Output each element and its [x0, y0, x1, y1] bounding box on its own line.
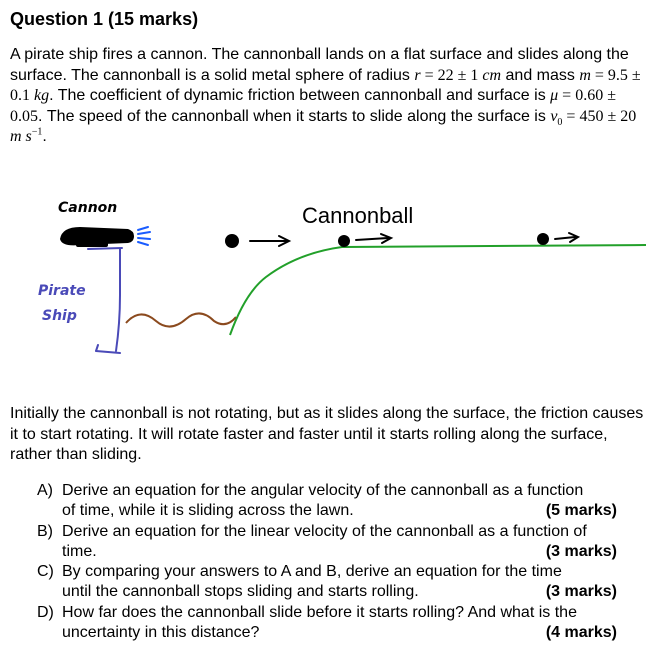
- marks-badge: (5 marks): [545, 502, 617, 520]
- speed-value: = 450 ± 20: [562, 107, 637, 125]
- ship-label-pirate: Pirate: [38, 283, 86, 299]
- rotation-explanation: Initially the cannonball is not rotating, but as it slides along the surface, the friction causes it to start rotating. It will rotate faster and faster until it starts rolling along the surface, rather than sliding.: [10, 405, 644, 463]
- question-text-line: [62, 582, 617, 602]
- question-text: of time, while it is sliding across the lawn.: [62, 502, 354, 520]
- question-text-line: How far does the cannonball slide before it starts rolling? And what is the: [62, 603, 577, 621]
- marks-badge: (3 marks): [545, 542, 617, 560]
- cannonball-sliding: [537, 233, 578, 245]
- water-wave: [126, 313, 236, 326]
- question-label: C): [37, 563, 54, 581]
- mass-symbol: m: [579, 66, 591, 84]
- radius-unit: cm: [482, 66, 502, 84]
- cannonball-diagram: [0, 185, 656, 365]
- question-text-line: [62, 542, 617, 562]
- question-list: [37, 481, 617, 643]
- cannonball-2: [338, 235, 350, 247]
- friction-symbol: μ: [550, 87, 559, 104]
- question-label: D): [37, 603, 54, 621]
- question-text-line: Derive an equation for the angular velocity of the cannonball as a function: [62, 482, 584, 499]
- radius-symbol: r: [414, 66, 421, 84]
- ship-label-ship: Ship: [42, 308, 77, 324]
- intro-text-1: A pirate ship fires a cannon. The cannonball lands on a flat surface and slides along the surface. The cannonball is a solid metal sphere of radius: [10, 46, 629, 84]
- marks-badge: (4 marks): [545, 624, 617, 642]
- question-text: time.: [62, 542, 97, 560]
- marks-badge: (3 marks): [545, 583, 617, 601]
- velocity-arrow-icon: [250, 236, 289, 246]
- cannonball-landing: [338, 234, 391, 247]
- intro-text-3: . The coefficient of dynamic friction between cannonball and surface is: [49, 87, 551, 104]
- question-item: [37, 522, 617, 563]
- question-item: [37, 481, 617, 522]
- velocity-arrow-icon: [555, 233, 578, 242]
- question-text-line: By comparing your answers to A and B, derive an equation for the time: [62, 563, 562, 581]
- problem-statement: [10, 45, 650, 148]
- cannon: [60, 227, 134, 247]
- question-text: uncertainty in this distance?: [62, 624, 260, 642]
- intro-text-2: and mass: [501, 66, 580, 84]
- question-item: [37, 562, 617, 603]
- question-item: [37, 603, 617, 644]
- question-label: A): [37, 482, 53, 499]
- ground-surface: [230, 245, 646, 335]
- speed-subscript: 0: [557, 116, 563, 128]
- question-label: B): [37, 522, 53, 540]
- mass-unit: kg: [34, 87, 50, 104]
- cannonball-in-flight: [225, 234, 289, 248]
- intro-text-5: .: [42, 128, 47, 145]
- question-text-line: [62, 623, 617, 643]
- cannonball-3: [537, 233, 549, 245]
- cannon-label: Cannon: [58, 200, 118, 216]
- radius-value: = 22 ± 1: [420, 66, 483, 84]
- cannonball-label: Cannonball: [302, 203, 414, 228]
- question-title: Question 1 (15 marks): [10, 9, 199, 29]
- cannonball-1: [225, 234, 239, 248]
- question-text: until the cannonball stops sliding and starts rolling.: [62, 583, 419, 601]
- question-text-line: [62, 501, 617, 521]
- friction-value: = 0.60 ± 0.05: [10, 87, 616, 125]
- speed-symbol: v: [550, 107, 558, 125]
- speed-unit: m s: [10, 128, 32, 145]
- mass-value: = 9.5 ± 0.1: [10, 66, 641, 104]
- question-text-line: Derive an equation for the linear velocity of the cannonball as a function of: [62, 522, 587, 540]
- speed-unit-exponent: −1: [31, 126, 43, 138]
- pirate-ship-outline: [88, 248, 122, 353]
- muzzle-flash-icon: [138, 227, 150, 245]
- intro-text-4: . The speed of the cannonball when it starts to slide along the surface is: [38, 107, 551, 125]
- velocity-arrow-icon: [356, 234, 391, 243]
